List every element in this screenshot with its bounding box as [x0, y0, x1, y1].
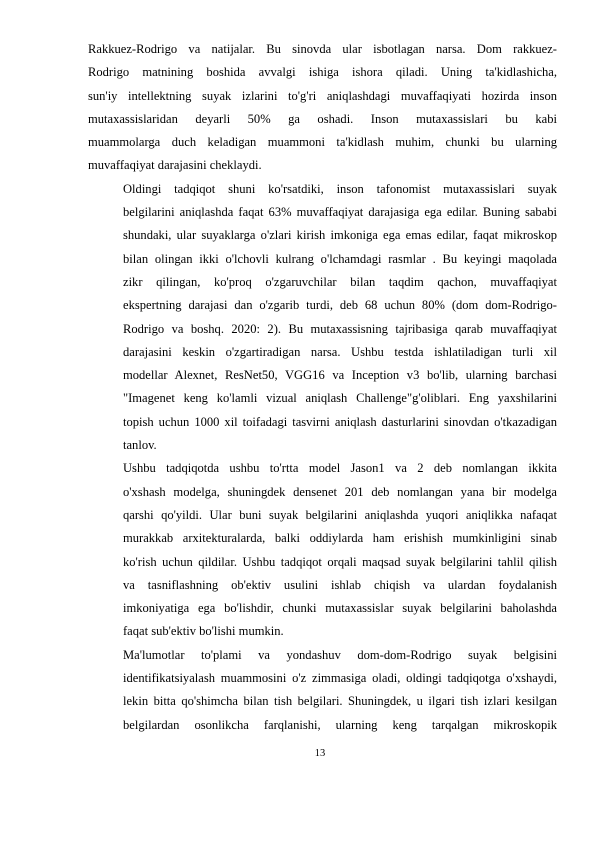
text-line: darajasini keskin o'zgartiradigan narsa. Ushbu testda ishlatiladigan turli xil [123, 344, 557, 359]
page-number: 13 [314, 748, 326, 759]
text-line: bilan olingan ikki o'lchovli kulrang o'lchamdagi rasmlar . Bu keyingi maqolada [123, 251, 557, 266]
text-line: Rodrigo va boshq. 2020: 2). Bu mutaxassisning tajribasiga qarab muvaffaqiyat [123, 321, 557, 336]
paragraph-3 [88, 457, 557, 643]
text-line: Rakkuez-Rodrigo va natijalar. Bu sinovda ular isbotlagan narsa. Dom rakkuez- [88, 42, 557, 56]
text-line: "Imagenet keng ko'lamli vizual aniqlash Challenge"g'oliblari. Eng yaxshilarini [123, 391, 557, 406]
text-line: ko'rish uchun qildilar. Ushbu tadqiqot orqali maqsad suyak belgilarini tahlil qilish [123, 554, 557, 569]
text-line: muammolarga duch keladigan muammoni ta'kidlash muhim, chunki bu ularning [88, 135, 557, 150]
text-line: murakkab arxitekturalarda, balki oddiylarda ham erishish mumkinligini sinab [123, 531, 557, 546]
text-line: sun'iy intellektning suyak izlarini to'g'ri aniqlashdagi muvaffaqiyati hozirda inson [88, 88, 557, 103]
text-line: muvaffaqiyat darajasini cheklaydi. [88, 158, 262, 173]
text-line: belgilarini aniqlashda faqat 63% muvaffaqiyat darajasiga ega edilar. Buning sababi [123, 205, 557, 220]
paragraph-2 [88, 178, 557, 458]
text-line: va tasniflashning ob'ektiv usulini ishlab chiqish va ulardan foydalanish [123, 577, 557, 592]
paragraph-4 [88, 644, 557, 737]
text-line: Ushbu tadqiqotda ushbu to'rtta model Jason1 va 2 deb nomlangan ikkita [123, 461, 557, 476]
text-line: belgilardan osonlikcha farqlanishi, ularning keng tarqalgan mikroskopik [123, 717, 557, 732]
text-line: zikr qilingan, ko'proq o'zgaruvchilar bilan taqdim qachon, muvaffaqiyat [123, 274, 557, 289]
text-line: mutaxassislaridan deyarli 50% ga oshadi. Inson mutaxassislari bu kabi [88, 111, 557, 126]
text-line: Ma'lumotlar to'plami va yondashuv dom-dom-Rodrigo suyak belgisini [123, 647, 557, 662]
text-line: faqat sub'ektiv bo'lishi mumkin. [123, 624, 284, 639]
text-line: o'xshash modelga, shuningdek densenet 201 deb nomlangan yana bir modelga [123, 484, 557, 499]
text-line: qarshi qo'yildi. Ular buni suyak belgilarini aniqlashda yuqori aniqlikka nafaqat [123, 507, 557, 522]
text-line: ekspertning darajasi dan o'zgarib turdi, deb 68 uchun 80% (dom dom-Rodrigo- [123, 298, 557, 313]
text-line: imkoniyatiga ega bo'lishdir, chunki mutaxassislar suyak belgilarini baholashda [123, 601, 557, 616]
text-line: Rodrigo matnining boshida avvalgi ishiga ishora qiladi. Uning ta'kidlashicha, [88, 65, 557, 80]
text-line: modellar Alexnet, ResNet50, VGG16 va Inception v3 bo'lib, ularning barchasi [123, 368, 557, 383]
text-line: topish uchun 1000 xil toifadagi tasvirni aniqlash dasturlarini sinovdan o'tkazadigan [123, 414, 557, 429]
text-line: shundaki, ular suyaklarga o'zlari kirish imkoniga ega emas edilar, faqat mikroskop [123, 228, 557, 243]
paragraph-1 [88, 38, 557, 178]
text-line: Oldingi tadqiqot shuni ko'rsatdiki, inson tafonomist mutaxassislari suyak [123, 181, 557, 196]
text-line: identifikatsiyalash muammosini o'z zimmasiga oladi, oldingi tadqiqotga o'xshaydi, [123, 671, 557, 686]
text-line: tanlov. [123, 438, 157, 453]
document-body [88, 38, 557, 737]
text-line: lekin bitta qo'shimcha bilan tish belgilari. Shuningdek, u ilgari tish izlari kesilgan [123, 694, 557, 709]
